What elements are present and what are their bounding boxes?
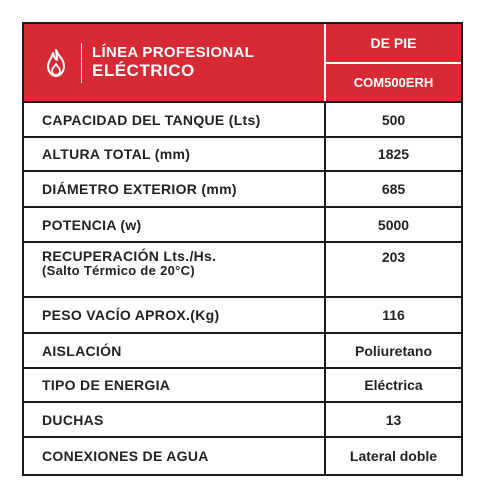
spec-value: 116 (382, 307, 405, 323)
spec-label: ALTURA TOTAL (mm) (24, 138, 326, 170)
spec-table (22, 22, 463, 476)
spec-value: 1825 (377, 146, 410, 162)
brand-line-electrico: ELÉCTRICO (92, 61, 195, 81)
brand-line-profesional: LÍNEA PROFESIONAL (92, 44, 255, 62)
spec-label: DUCHAS (24, 403, 326, 436)
spec-label: POTENCIA (w) (24, 208, 326, 241)
table-row (24, 403, 461, 438)
table-row (24, 103, 461, 138)
table-row (24, 369, 461, 403)
table-row (24, 298, 461, 334)
brand-cell (24, 24, 326, 101)
model-code: COM500ERH (326, 64, 461, 102)
spec-value: 5000 (377, 216, 410, 233)
model-type: DE PIE (326, 24, 461, 64)
table-row (24, 172, 461, 208)
spec-value: 500 (381, 111, 406, 128)
table-row (24, 208, 461, 243)
table-header (24, 24, 461, 103)
flame-icon (45, 49, 67, 77)
table-row (24, 138, 461, 172)
spec-value: 13 (385, 411, 402, 428)
spec-label: CAPACIDAD DEL TANQUE (Lts) (24, 103, 326, 136)
table-row (24, 334, 461, 369)
model-cell (326, 24, 461, 101)
spec-value: Lateral doble (349, 448, 438, 464)
spec-label: TIPO DE ENERGIA (24, 369, 326, 401)
brand-divider (81, 43, 82, 83)
spec-value: 203 (381, 249, 406, 265)
spec-label: PESO VACÍO APROX.(Kg) (24, 298, 326, 332)
table-row (24, 243, 461, 298)
spec-label-main: RECUPERACIÓN Lts./Hs. (42, 248, 217, 264)
table-row (24, 438, 461, 474)
spec-value: 685 (381, 181, 406, 197)
spec-label: AISLACIÓN (24, 334, 326, 367)
spec-value: Eléctrica (364, 377, 423, 393)
spec-value: Poliuretano (354, 342, 432, 359)
spec-label: CONEXIONES DE AGUA (24, 438, 326, 474)
spec-label (24, 243, 326, 296)
brand-text (92, 44, 254, 81)
spec-label: DIÁMETRO EXTERIOR (mm) (24, 172, 326, 206)
spec-label-sub: (Salto Térmico de 20°C) (42, 262, 195, 278)
